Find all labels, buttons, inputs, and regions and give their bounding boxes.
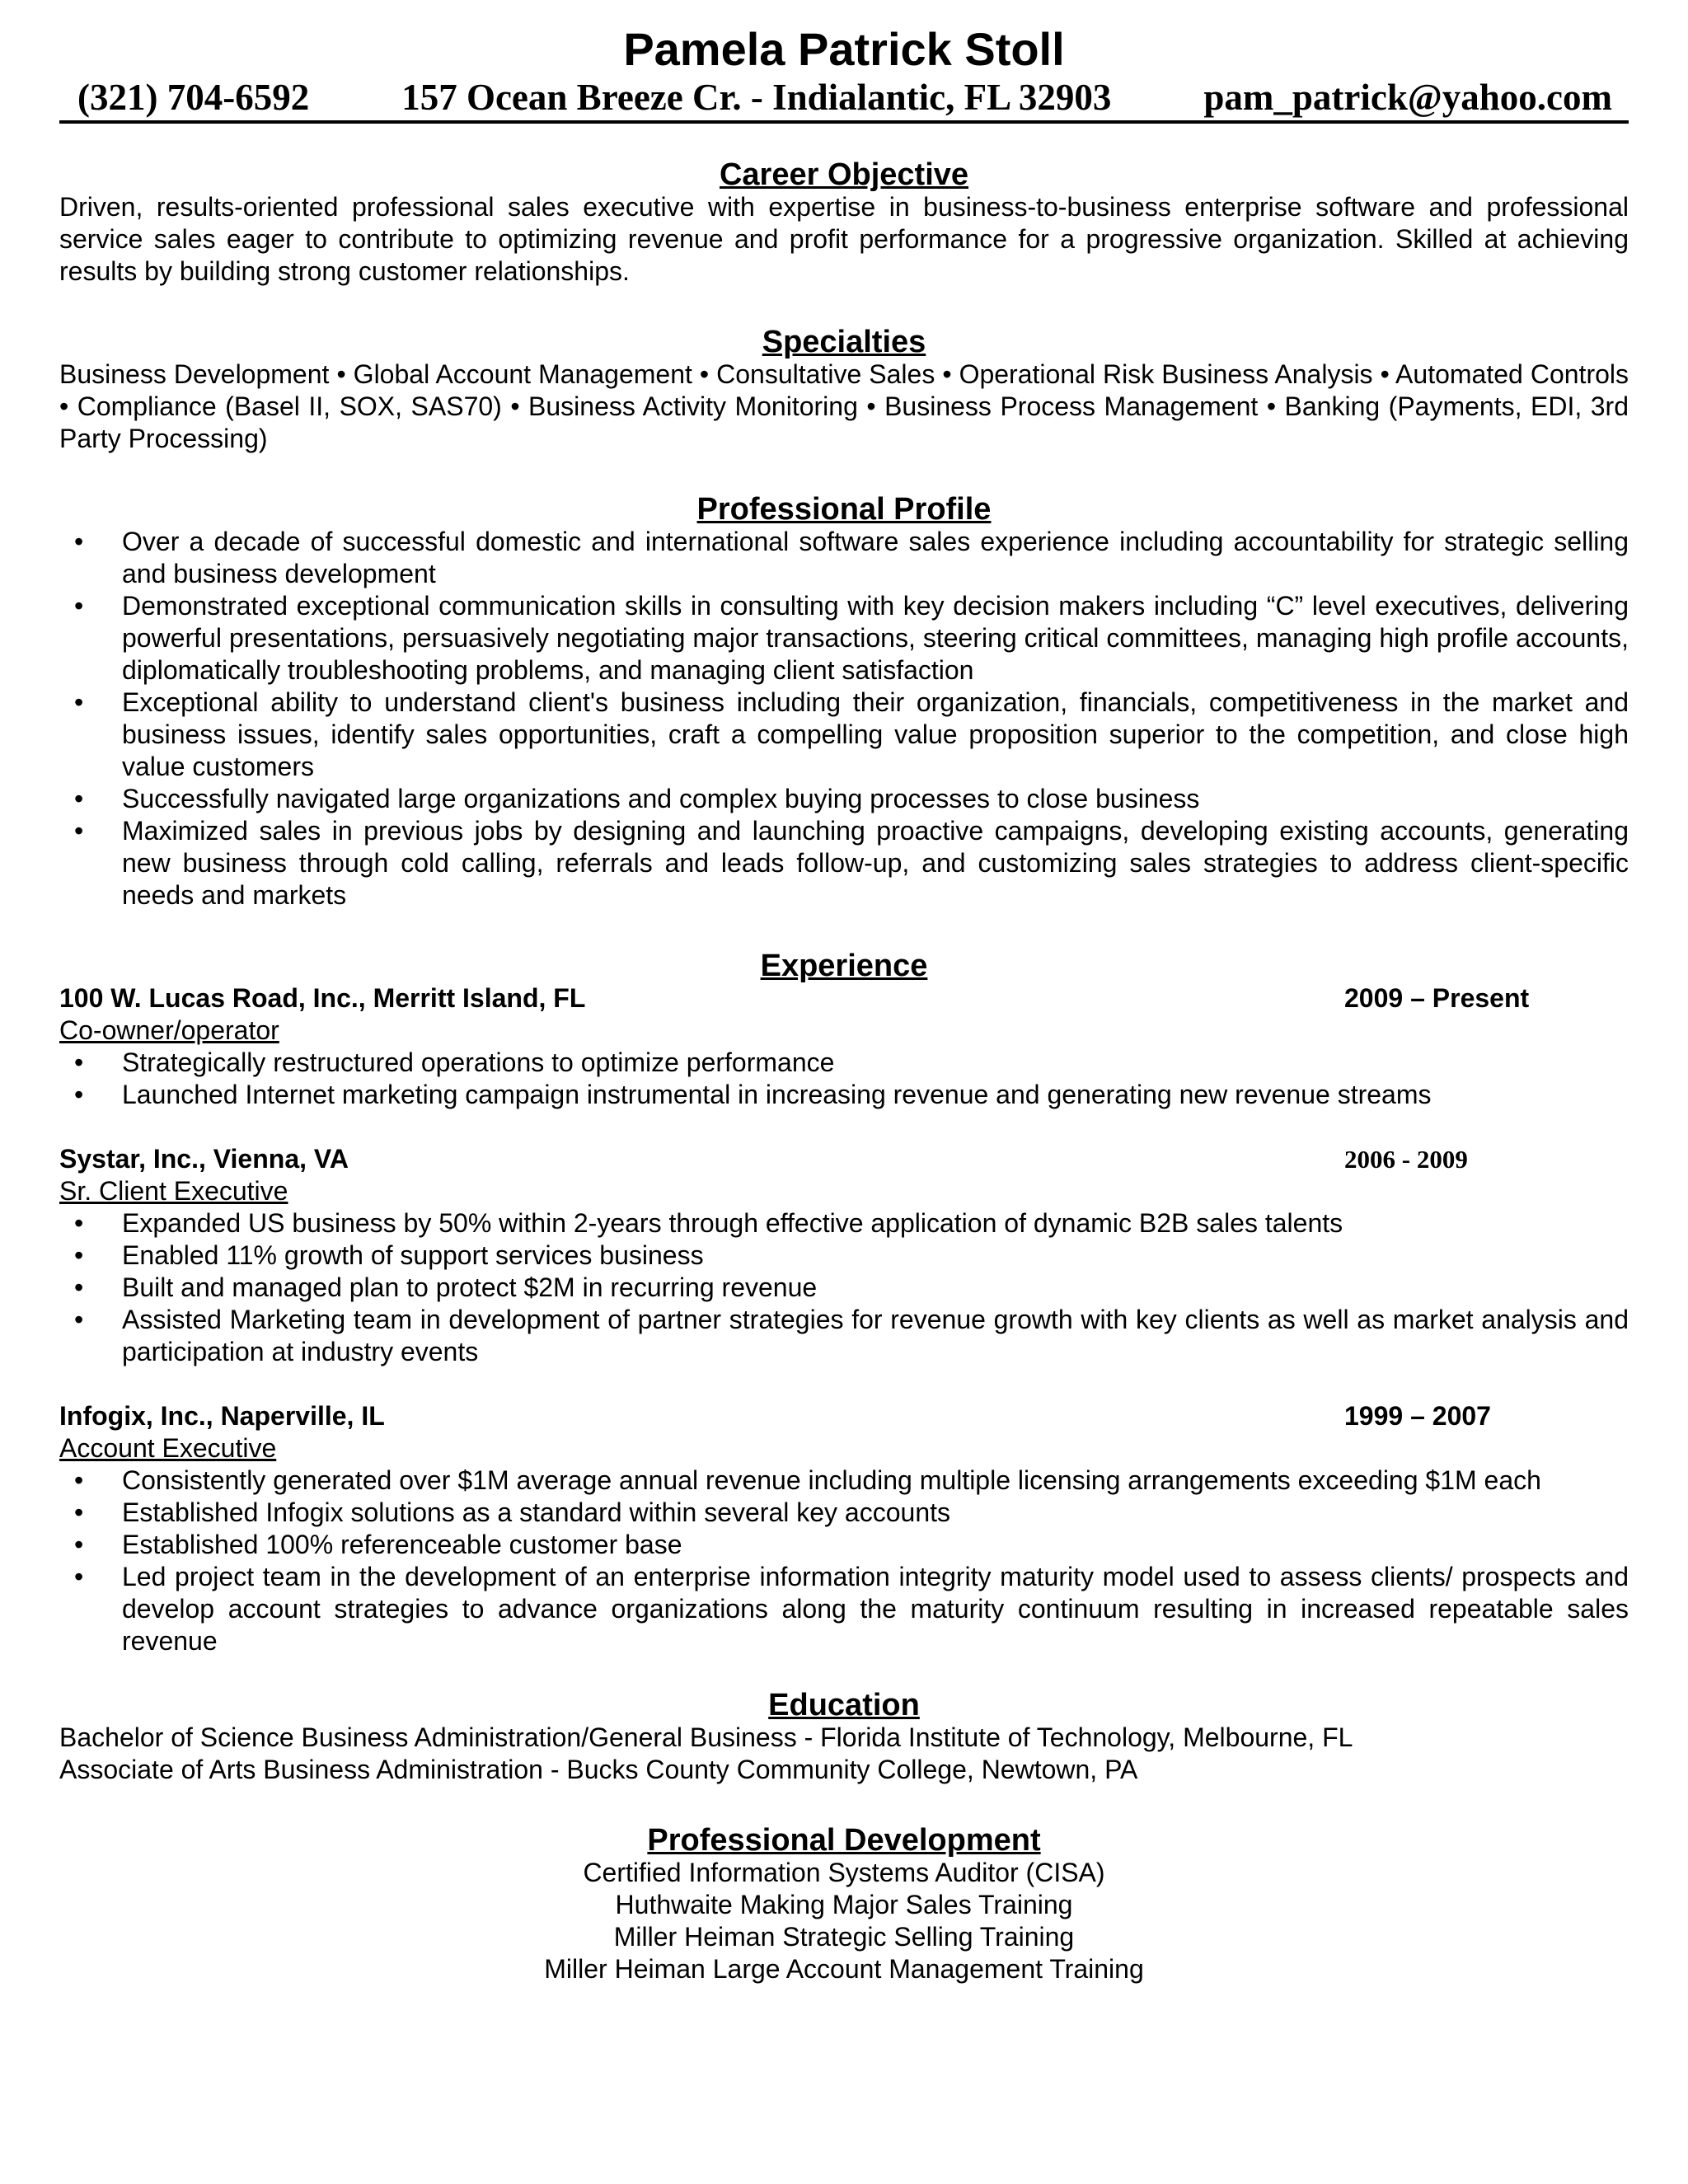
candidate-name: Pamela Patrick Stoll (623, 23, 1065, 75)
specialties-heading: Specialties (762, 325, 926, 359)
list-item: • Established Infogix solutions as a standard within several key accounts (74, 1497, 950, 1527)
list-item: • Assisted Marketing team in development of partner strategies for revenue growth with key clients as well as market analysis and participation at industry events (74, 1305, 1629, 1366)
bullet-icon: • (74, 816, 84, 846)
development-line: Miller Heiman Large Account Management Training (544, 1954, 1144, 1984)
bullet-icon: • (74, 1562, 84, 1591)
specialties-text: Business Development • Global Account Management • Consultative Sales • Operational Risk Business Analysis • Automated Controls • Compliance (Basel II, SOX, SAS70) • Business Activity Monitoring • Business Process Management • Banking (Payments, EDI, 3rd Party Processing) (59, 359, 1629, 453)
list-item: • Demonstrated exceptional communication skills in consulting with key decision makers including “C” level executives, delivering powerful presentations, persuasively negotiating major transactions, steering critical committees, managing high profile accounts, diplomatically troubleshooting problems, and managing client satisfaction (74, 591, 1629, 685)
list-item: • Exceptional ability to understand client's business including their organization, financials, competitiveness in the market and business issues, identify sales opportunities, craft a compelling value proposition superior to the competition, and close high value customers (74, 687, 1629, 781)
job-bullets (59, 1047, 1629, 1111)
bullet-icon: • (74, 591, 84, 621)
job-bullets (59, 1207, 1629, 1368)
job-title: Sr. Client Executive (59, 1176, 288, 1206)
bullet-icon: • (74, 1305, 84, 1334)
job-header (59, 1143, 1629, 1175)
bullet-icon: • (74, 1047, 84, 1077)
job-company: Systar, Inc., Vienna, VA (59, 1144, 349, 1174)
job-header (59, 982, 1629, 1015)
list-item: • Enabled 11% growth of support services business (74, 1240, 704, 1270)
list-item: • Expanded US business by 50% within 2-years through effective application of dynamic B2B sales talents (74, 1208, 1343, 1238)
job-company: Infogix, Inc., Naperville, IL (59, 1401, 385, 1431)
development-line: Huthwaite Making Major Sales Training (615, 1890, 1073, 1919)
list-item: • Maximized sales in previous jobs by designing and launching proactive campaigns, developing existing accounts, generating new business through cold calling, referrals and leads follow-up, and customizing sales strategies to address client-specific needs and markets (74, 816, 1629, 910)
list-item: • Launched Internet marketing campaign instrumental in increasing revenue and generating new revenue streams (74, 1080, 1432, 1109)
bullet-icon: • (74, 1530, 84, 1559)
phone-number: (321) 704-6592 (77, 77, 310, 118)
list-item: • Led project team in the development of an enterprise information integrity maturity model used to assess clients/ prospects and develop account strategies to advance organizations along the maturity continuum resulting in increased repeatable sales revenue (74, 1562, 1629, 1656)
profile-heading: Professional Profile (696, 492, 992, 527)
job-dates: 2006 - 2009 (1344, 1145, 1468, 1174)
job-entry (59, 982, 1629, 1111)
job-title: Co-owner/operator (59, 1015, 279, 1045)
development-line: Miller Heiman Strategic Selling Training (613, 1922, 1075, 1952)
career-objective-text: Driven, results-oriented professional sales executive with expertise in business-to-business enterprise software and professional service sales eager to contribute to optimizing revenue and profit performance for a progressive organization. Skilled at achieving results by building strong customer relationships. (59, 192, 1629, 286)
bullet-icon: • (74, 1080, 84, 1109)
development-heading: Professional Development (647, 1823, 1041, 1858)
list-item: • Consistently generated over $1M average annual revenue including multiple licensing arrangements exceeding $1M each (74, 1465, 1541, 1495)
development-list (59, 1857, 1629, 1985)
bullet-icon: • (74, 1208, 84, 1238)
email-address: pam_patrick@yahoo.com (1203, 77, 1612, 118)
bullet-icon: • (74, 784, 84, 813)
bullet-icon: • (74, 1465, 84, 1495)
bullet-icon: • (74, 1272, 84, 1302)
career-objective-heading: Career Objective (719, 157, 969, 192)
job-header (59, 1400, 1629, 1432)
job-entry (59, 1400, 1629, 1657)
job-dates: 2009 – Present (1344, 983, 1530, 1013)
bullet-icon: • (74, 1497, 84, 1527)
job-entry (59, 1143, 1629, 1368)
development-line: Certified Information Systems Auditor (CISA) (583, 1858, 1105, 1887)
job-bullets (59, 1465, 1629, 1657)
list-item: • Successfully navigated large organizations and complex buying processes to close business (74, 784, 1200, 813)
contact-line (59, 74, 1629, 124)
bullet-icon: • (74, 687, 84, 717)
job-title: Account Executive (59, 1433, 277, 1463)
experience-heading: Experience (760, 949, 928, 983)
address: 157 Ocean Breeze Cr. - Indialantic, FL 32903 (401, 77, 1112, 118)
bullet-icon: • (74, 527, 84, 556)
education-heading: Education (768, 1688, 920, 1722)
job-company: 100 W. Lucas Road, Inc., Merritt Island, FL (59, 983, 586, 1013)
education-line: Associate of Arts Business Administration - Bucks County Community College, Newtown, PA (59, 1755, 1138, 1784)
job-dates: 1999 – 2007 (1344, 1401, 1491, 1431)
profile-list (59, 526, 1629, 912)
education-line: Bachelor of Science Business Administration/General Business - Florida Institute of Technology, Melbourne, FL (59, 1722, 1353, 1752)
education-list (59, 1722, 1629, 1786)
list-item: • Built and managed plan to protect $2M in recurring revenue (74, 1272, 818, 1302)
list-item: • Over a decade of successful domestic and international software sales experience including accountability for strategic selling and business development (74, 527, 1629, 588)
list-item: • Strategically restructured operations to optimize performance (74, 1047, 835, 1077)
list-item: • Established 100% referenceable customer base (74, 1530, 682, 1559)
resume-page (59, 0, 1629, 1985)
bullet-icon: • (74, 1240, 84, 1270)
